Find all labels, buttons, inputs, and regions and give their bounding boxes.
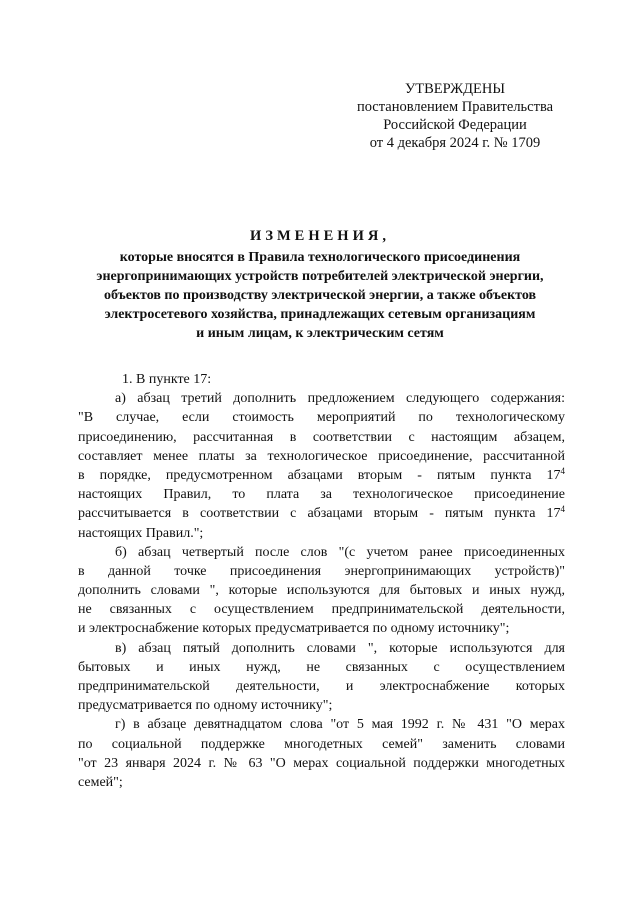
para-v-line: предпринимательской деятельности, и электроснабжение которых	[78, 679, 565, 694]
subtitle-line: которые вносятся в Правила технологического присоединения	[119, 250, 521, 265]
subtitle-line: электросетевого хозяйства, принадлежащих сетевым организациям	[104, 307, 536, 322]
para-a-line: "В случае, если стоимость мероприятий по технологическому	[78, 410, 565, 426]
approval-line-3: от 4 декабря 2024 г. № 1709	[369, 135, 541, 151]
document-body	[78, 370, 565, 792]
superscript: 4	[560, 504, 565, 515]
para-g-line: "от 23 января 2024 г. № 63 "О мерах социальной поддержки многодетных	[78, 755, 565, 771]
para-a-text: рассчитывается в соответствии с абзацами вторым - пятым пункта 17	[78, 506, 561, 522]
para-a-line: настоящих Правил, то плата за технологическое присоединение	[78, 487, 565, 503]
item-1-heading: 1. В пункте 17:	[122, 372, 212, 387]
document-title: ИЗМЕНЕНИЯ,	[250, 228, 390, 244]
para-a-line: составляет менее платы за технологическое присоединение, рассчитанной	[78, 448, 565, 464]
para-g-line: по социальной поддержке многодетных семей" заменить словами	[78, 736, 565, 752]
para-v-line: предусматривается по одному источнику";	[78, 698, 333, 714]
para-g-line: г) в абзаце девятнадцатом слова "от 5 мая 1992 г. № 431 "О мерах	[115, 717, 565, 733]
para-a-line	[78, 466, 565, 485]
approval-block	[340, 80, 570, 152]
para-b-line: б) абзац четвертый после слов "(с учетом ранее присоединенных	[115, 544, 565, 560]
approved-label: УТВЕРЖДЕНЫ	[404, 81, 506, 97]
para-b-line: в данной точке присоединения энергопринимающих устройств)"	[78, 563, 565, 579]
approval-line-2: Российской Федерации	[383, 117, 527, 133]
para-g-line: семей";	[78, 774, 123, 790]
para-a-line: а) абзац третий дополнить предложением следующего содержания:	[115, 391, 565, 407]
para-a-text: в порядке, предусмотренном абзацами вторым - пятым пункта 17	[78, 467, 561, 483]
subtitle-line: и иным лицам, к электрическим сетям	[196, 326, 444, 341]
para-a-line: присоединению, рассчитанная в соответствии с настоящим абзацем,	[78, 429, 565, 445]
subtitle-line: энергопринимающих устройств потребителей электрической энергии,	[96, 269, 544, 284]
para-a-line: настоящих Правил.";	[78, 525, 204, 541]
document-subtitle	[40, 248, 600, 343]
para-b-line: не связанных с осуществлением предпринимательской деятельности,	[78, 602, 565, 618]
para-v-line: бытовых и иных нужд, не связанных с осуществлением	[78, 659, 565, 675]
subtitle-line: объектов по производству электрической энергии, а также объектов	[103, 288, 537, 303]
superscript: 4	[560, 465, 565, 476]
para-v-line: в) абзац пятый дополнить словами ", которые используются для	[115, 640, 565, 656]
para-a-line	[78, 504, 565, 523]
para-b-line: и электроснабжение которых предусматривается по одному источнику";	[78, 621, 510, 637]
para-b-line: дополнить словами ", которые используются для бытовых и иных нужд,	[78, 583, 565, 599]
approval-line-1: постановлением Правительства	[356, 99, 554, 115]
